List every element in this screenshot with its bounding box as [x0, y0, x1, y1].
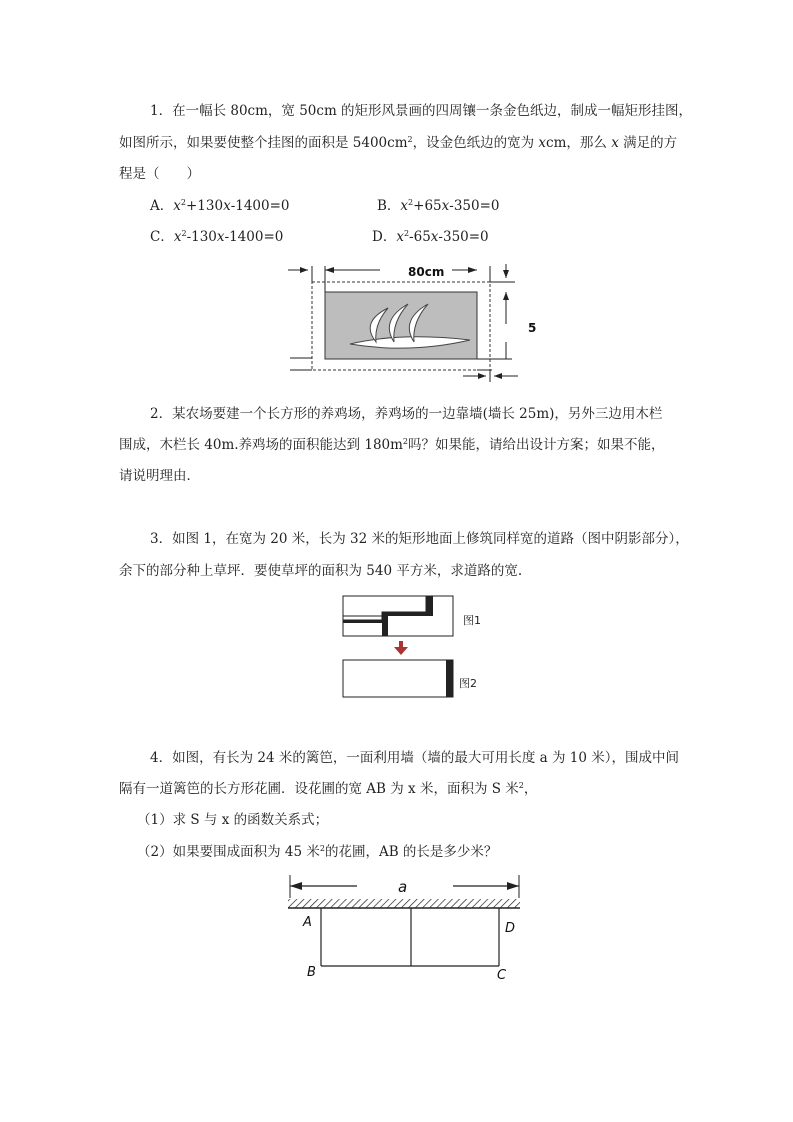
- option-d-tail: -350=0: [438, 229, 489, 245]
- q4-sub1: （1）求 S 与 x 的函数关系式；: [137, 812, 329, 828]
- q4-line1: 4．如图，有长为 24 米的篱笆，一面利用墙（墙的最大可用长度 a 为 10 米），围成中间: [150, 750, 679, 766]
- painting: [325, 292, 477, 359]
- option-a-tail: -1400=0: [230, 198, 290, 214]
- q2-line2: [119, 435, 665, 455]
- fig4-label-a: a: [398, 878, 408, 896]
- option-a-x2: x: [223, 198, 231, 214]
- q2-line2-text-b: 吗？如果能，请给出设计方案；如果不能，: [408, 437, 665, 453]
- option-d-x: x: [396, 229, 404, 245]
- q4-line2-text-a: 隔有一道篱笆的长方形花圃．设花圃的宽 AB 为 x 米，面积为 S 米: [119, 781, 519, 797]
- q3-line1: 3．如图 1，在宽为 20 米，长为 32 米的矩形地面上修筑同样宽的道路（图中阴影部分），: [150, 531, 689, 547]
- q1-option-a[interactable]: [150, 196, 290, 216]
- q1-option-c[interactable]: [150, 227, 283, 247]
- q1-sup: 2: [407, 135, 413, 144]
- q3-line2: 余下的部分种上草坪．要使草坪的面积为 540 平方米，求道路的宽.: [119, 563, 523, 579]
- option-b-tail: -350=0: [449, 198, 500, 214]
- fig4-label-C: C: [497, 968, 507, 983]
- option-d-rest: -65: [409, 229, 431, 245]
- q1-var-x2: x: [611, 135, 619, 151]
- q1-option-b[interactable]: [377, 196, 500, 216]
- option-c-rest: -130: [186, 229, 217, 245]
- fig3-label-2: 图2: [459, 677, 477, 690]
- road-segment: [426, 596, 433, 612]
- option-a-sup: 2: [180, 198, 186, 207]
- q2-sup: 2: [402, 437, 409, 446]
- option-c-tail: -1400=0: [224, 229, 284, 245]
- fig1-top-label: 80cm: [408, 265, 445, 279]
- road-segment: [343, 620, 382, 623]
- option-b-x2: x: [441, 198, 450, 214]
- q4-sub2-sup: 2: [319, 844, 325, 853]
- q4-line2: [119, 779, 537, 799]
- q4-sup: 2: [518, 781, 524, 790]
- fig4-label-A: A: [303, 915, 312, 930]
- fig2-rect: [343, 660, 453, 697]
- fig2-road: [446, 660, 453, 697]
- option-a-rest: +130: [185, 198, 224, 214]
- option-a-label: A．: [150, 198, 174, 214]
- road-segment: [382, 612, 388, 636]
- down-arrow-icon: [394, 647, 408, 655]
- q4-sub2: [137, 842, 497, 862]
- q1-figure: [280, 262, 550, 387]
- q2-line3: 请说明理由．: [119, 468, 200, 484]
- fig4-label-D: D: [505, 921, 516, 936]
- q1-var-x: x: [538, 135, 547, 151]
- option-a-x: x: [173, 198, 181, 214]
- q4-sub2-text-a: （2）如果要围成面积为 45 米: [137, 844, 320, 860]
- option-b-label: B．: [377, 198, 401, 214]
- q2-line1: 2．某农场要建一个长方形的养鸡场，养鸡场的一边靠墙(墙长 25m)，另外三边用木栏: [150, 406, 663, 422]
- fig4-label-B: B: [307, 965, 316, 980]
- q1-option-d[interactable]: [372, 227, 489, 247]
- q1-line2-text-d: 满足的方: [618, 135, 678, 151]
- option-b-rest: +65: [413, 198, 442, 214]
- q3-figure: [338, 592, 498, 704]
- q1-line2: [119, 133, 677, 153]
- option-c-x: x: [173, 229, 182, 245]
- fig3-label-1: 图1: [463, 614, 481, 627]
- q4-line2-text-b: ，: [523, 781, 538, 797]
- option-d-label: D．: [372, 229, 397, 245]
- option-b-x: x: [400, 198, 409, 214]
- q1-line2-text-c: cm，那么: [546, 135, 612, 151]
- q1-line2-text-b: ，设金色纸边的宽为: [412, 135, 539, 151]
- option-c-sup: 2: [181, 229, 187, 238]
- q4-figure: [283, 870, 528, 985]
- option-b-sup: 2: [408, 198, 414, 207]
- option-d-sup: 2: [403, 229, 410, 238]
- q4-sub2-text-b: 的花圃，AB 的长是多少米？: [324, 844, 498, 860]
- road-segment: [382, 612, 433, 616]
- option-d-x2: x: [430, 229, 439, 245]
- q1-line3: 程是（ ）: [119, 166, 200, 182]
- fig1-side-label: 5: [528, 321, 537, 335]
- option-c-label: C．: [150, 229, 174, 245]
- q2-line2-text-a: 围成，木栏长 40m.养鸡场的面积能达到 180m: [119, 437, 403, 453]
- q1-line1: 1．在一幅长 80cm，宽 50cm 的矩形风景画的四周镶一条金色纸边，制成一幅矩形挂图，: [150, 103, 693, 119]
- wall: [288, 899, 520, 908]
- option-c-x2: x: [216, 229, 225, 245]
- q1-line2-text-a: 如图所示，如果要使整个挂图的面积是 5400cm: [119, 135, 408, 151]
